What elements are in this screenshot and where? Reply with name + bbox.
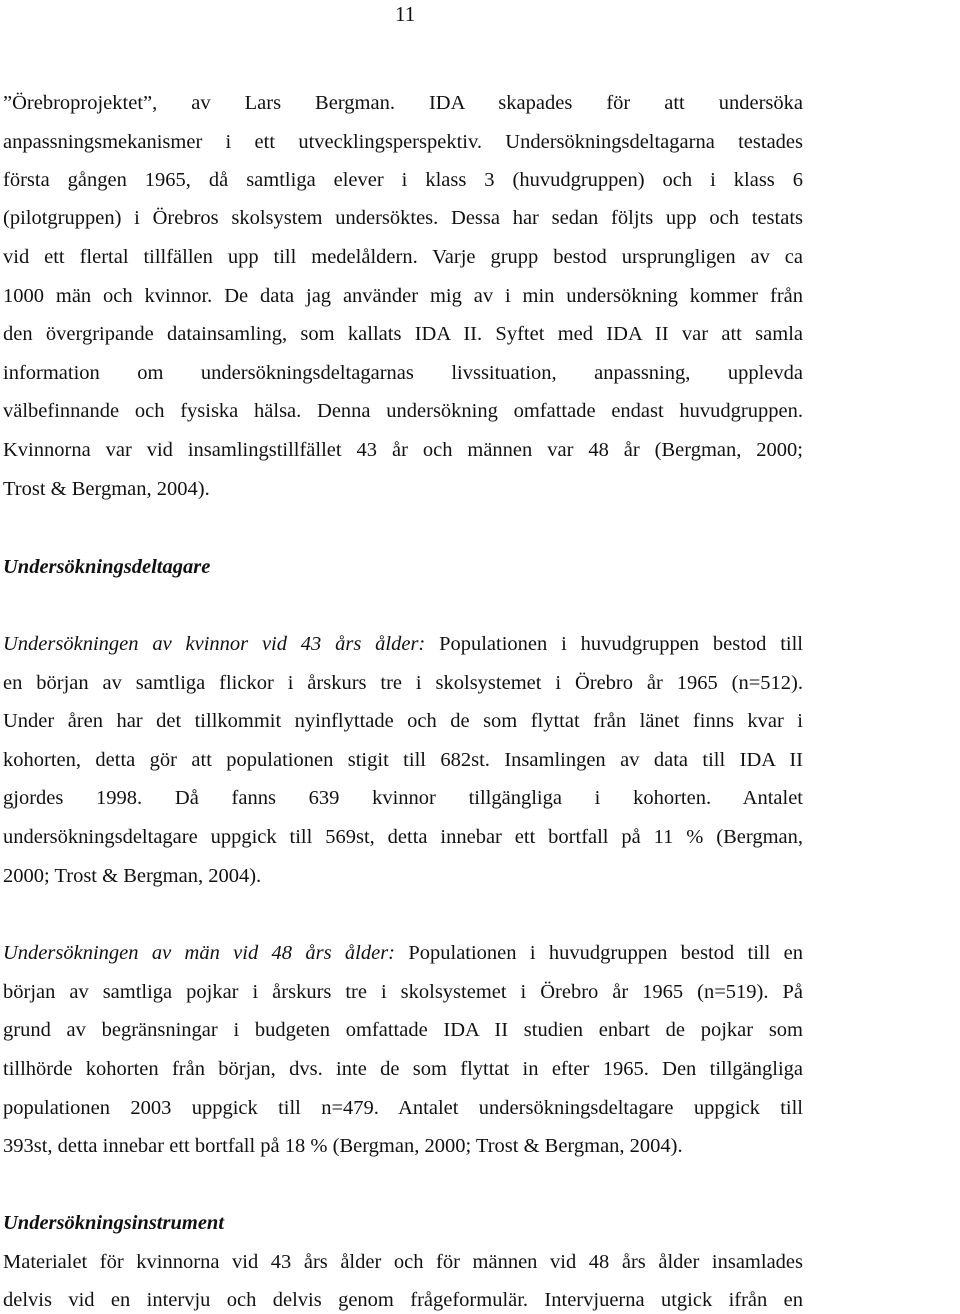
section-heading-instrument: Undersökningsinstrument: [3, 1212, 225, 1234]
paragraph-text: Populationen i huvudgruppen bestod till: [425, 633, 803, 655]
text-line: 2000; Trost & Bergman, 2004).: [3, 865, 262, 887]
text-line: första gången 1965, då samtliga elever i klass 3 (huvudgruppen) och i klass 6: [3, 169, 803, 191]
text-line: vid ett flertal tillfällen upp till medelåldern. Varje grupp bestod ursprungligen av ca: [3, 246, 803, 268]
text-line: [3, 941, 803, 965]
text-line: (pilotgruppen) i Örebros skolsystem undersöktes. Dessa har sedan följts upp och testats: [3, 207, 803, 229]
text-line: den övergripande datainsamling, som kallats IDA II. Syftet med IDA II var att samla: [3, 323, 803, 345]
text-line: undersökningsdeltagare uppgick till 569st, detta innebar ett bortfall på 11 % (Bergman,: [3, 826, 803, 848]
text-line: kohorten, detta gör att populationen stigit till 682st. Insamlingen av data till IDA II: [3, 749, 803, 771]
text-line: information om undersökningsdeltagarnas livssituation, anpassning, upplevda: [3, 362, 803, 384]
text-line: ”Örebroprojektet”, av Lars Bergman. IDA skapades för att undersöka: [3, 92, 803, 114]
text-line: en början av samtliga flickor i årskurs tre i skolsystemet i Örebro år 1965 (n=512).: [3, 672, 803, 694]
text-line: [3, 632, 803, 656]
text-line: grund av begränsningar i budgeten omfattade IDA II studien enbart de pojkar som: [3, 1019, 803, 1041]
text-line: gjordes 1998. Då fanns 639 kvinnor tillgängliga i kohorten. Antalet: [3, 787, 803, 809]
paragraph-lead: Undersökningen av män vid 48 års ålder:: [3, 942, 396, 964]
text-line: 1000 män och kvinnor. De data jag använder mig av i min undersökning kommer från: [3, 285, 803, 307]
paragraph-text: Populationen i huvudgruppen bestod till en: [395, 942, 803, 964]
text-line: tillhörde kohorten från början, dvs. inte de som flyttat in efter 1965. Den tillgängliga: [3, 1058, 803, 1080]
text-line: Materialet för kvinnorna vid 43 års ålder och för männen vid 48 års ålder insamlades: [3, 1251, 803, 1273]
text-line: delvis vid en intervju och delvis genom frågeformulär. Intervjuerna utgick ifrån en: [3, 1289, 803, 1311]
section-heading-participants: Undersökningsdeltagare: [3, 556, 211, 578]
text-line: Kvinnorna var vid insamlingstillfället 43 år och männen var 48 år (Bergman, 2000;: [3, 439, 803, 461]
text-line: anpassningsmekanismer i ett utvecklingsperspektiv. Undersökningsdeltagarna testades: [3, 131, 803, 153]
text-line: Trost & Bergman, 2004).: [3, 478, 210, 500]
text-line: 393st, detta innebar ett bortfall på 18 % (Bergman, 2000; Trost & Bergman, 2004).: [3, 1135, 683, 1157]
text-line: välbefinnande och fysiska hälsa. Denna undersökning omfattade endast huvudgruppen.: [3, 400, 803, 422]
text-line: Under åren har det tillkommit nyinflyttade och de som flyttat från länet finns kvar i: [3, 710, 803, 732]
text-line: början av samtliga pojkar i årskurs tre i skolsystemet i Örebro år 1965 (n=519). På: [3, 981, 803, 1003]
paragraph-lead: Undersökningen av kvinnor vid 43 års ålder:: [3, 633, 426, 655]
text-line: populationen 2003 uppgick till n=479. Antalet undersökningsdeltagare uppgick till: [3, 1097, 803, 1119]
page-number: 11: [395, 2, 416, 26]
